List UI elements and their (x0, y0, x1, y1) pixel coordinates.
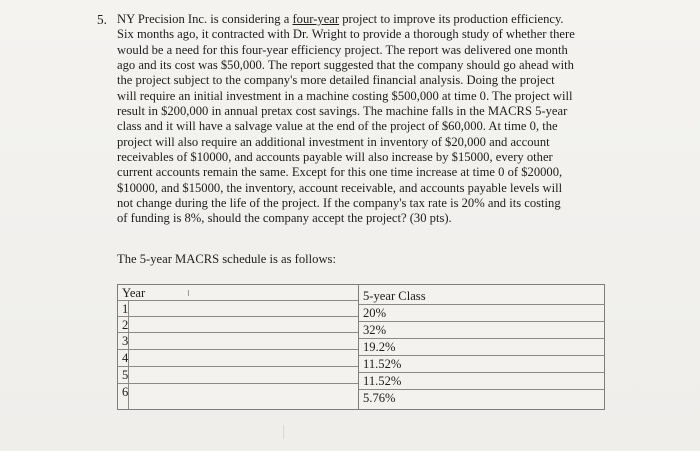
problem-line: the project subject to the company's more detailed financial analysis. Doing the project (117, 73, 555, 88)
schedule-intro: The 5-year MACRS schedule is as follows: (117, 252, 336, 266)
year-cell-divider (118, 300, 129, 409)
scan-artifact (188, 290, 189, 296)
problem-line: would be a need for this four-year efficiency project. The report was delivered one month (117, 42, 568, 57)
problem-line: current accounts remain the same. Except for this one time increase at time 0 of $20000, (117, 165, 563, 180)
problem-line: result in $200,000 in annual pretax cost savings. The machine falls in the MACRS 5-year (117, 104, 568, 119)
rate-cell: 5.76% (359, 389, 605, 406)
rate-cell: 11.52% (359, 355, 605, 372)
year-cell: 6 (118, 383, 358, 400)
rate-cell: 32% (359, 321, 605, 338)
scan-artifact (283, 425, 284, 439)
rate-cell: 19.2% (359, 338, 605, 355)
problem-line: not change during the life of the project. If the company's tax rate is 20% and its costing (117, 196, 561, 211)
rate-cell: 11.52% (359, 372, 605, 389)
year-column (118, 285, 358, 409)
problem-line: $10000, and $15000, the inventory, account receivable, and accounts payable levels will (117, 180, 563, 195)
problem-line-suffix: project to improve its production efficiency. (339, 12, 564, 26)
problem-line: of funding is 8%, should the company accept the project? (30 pts). (117, 211, 452, 226)
underlined-term: four-year (292, 12, 340, 26)
problem-line: ago and its cost was $50,000. The report suggested that the company should go ahead with (117, 58, 574, 73)
problem-line: receivables of $10000, and accounts payable will also increase by $15000, every other (117, 150, 553, 165)
year-cell: 2 (118, 316, 358, 333)
problem-number: 5. (97, 12, 107, 27)
rate-column (358, 285, 605, 409)
problem-line: project will also require an additional investment in inventory of $20,000 and account (117, 134, 550, 149)
year-cell: 1 (118, 300, 358, 317)
year-cell: 4 (118, 349, 358, 366)
year-cell: 3 (118, 332, 358, 349)
problem-statement (117, 12, 605, 227)
problem-line (117, 12, 605, 27)
rate-header: 5-year Class (363, 289, 426, 303)
problem-line: will require an initial investment in a machine costing $500,000 at time 0. The project will (117, 88, 573, 103)
problem-line-prefix: NY Precision Inc. is considering a (117, 12, 293, 26)
problem-line: Six months ago, it contracted with Dr. Wright to provide a thorough study of whether there (117, 27, 575, 42)
macrs-table (117, 284, 605, 410)
problem-line: class and it will have a salvage value at the end of the project of $60,000. At time 0, the (117, 119, 558, 134)
year-header: Year (122, 286, 146, 300)
year-cell: 5 (118, 366, 358, 383)
rate-cell: 20% (359, 304, 605, 321)
